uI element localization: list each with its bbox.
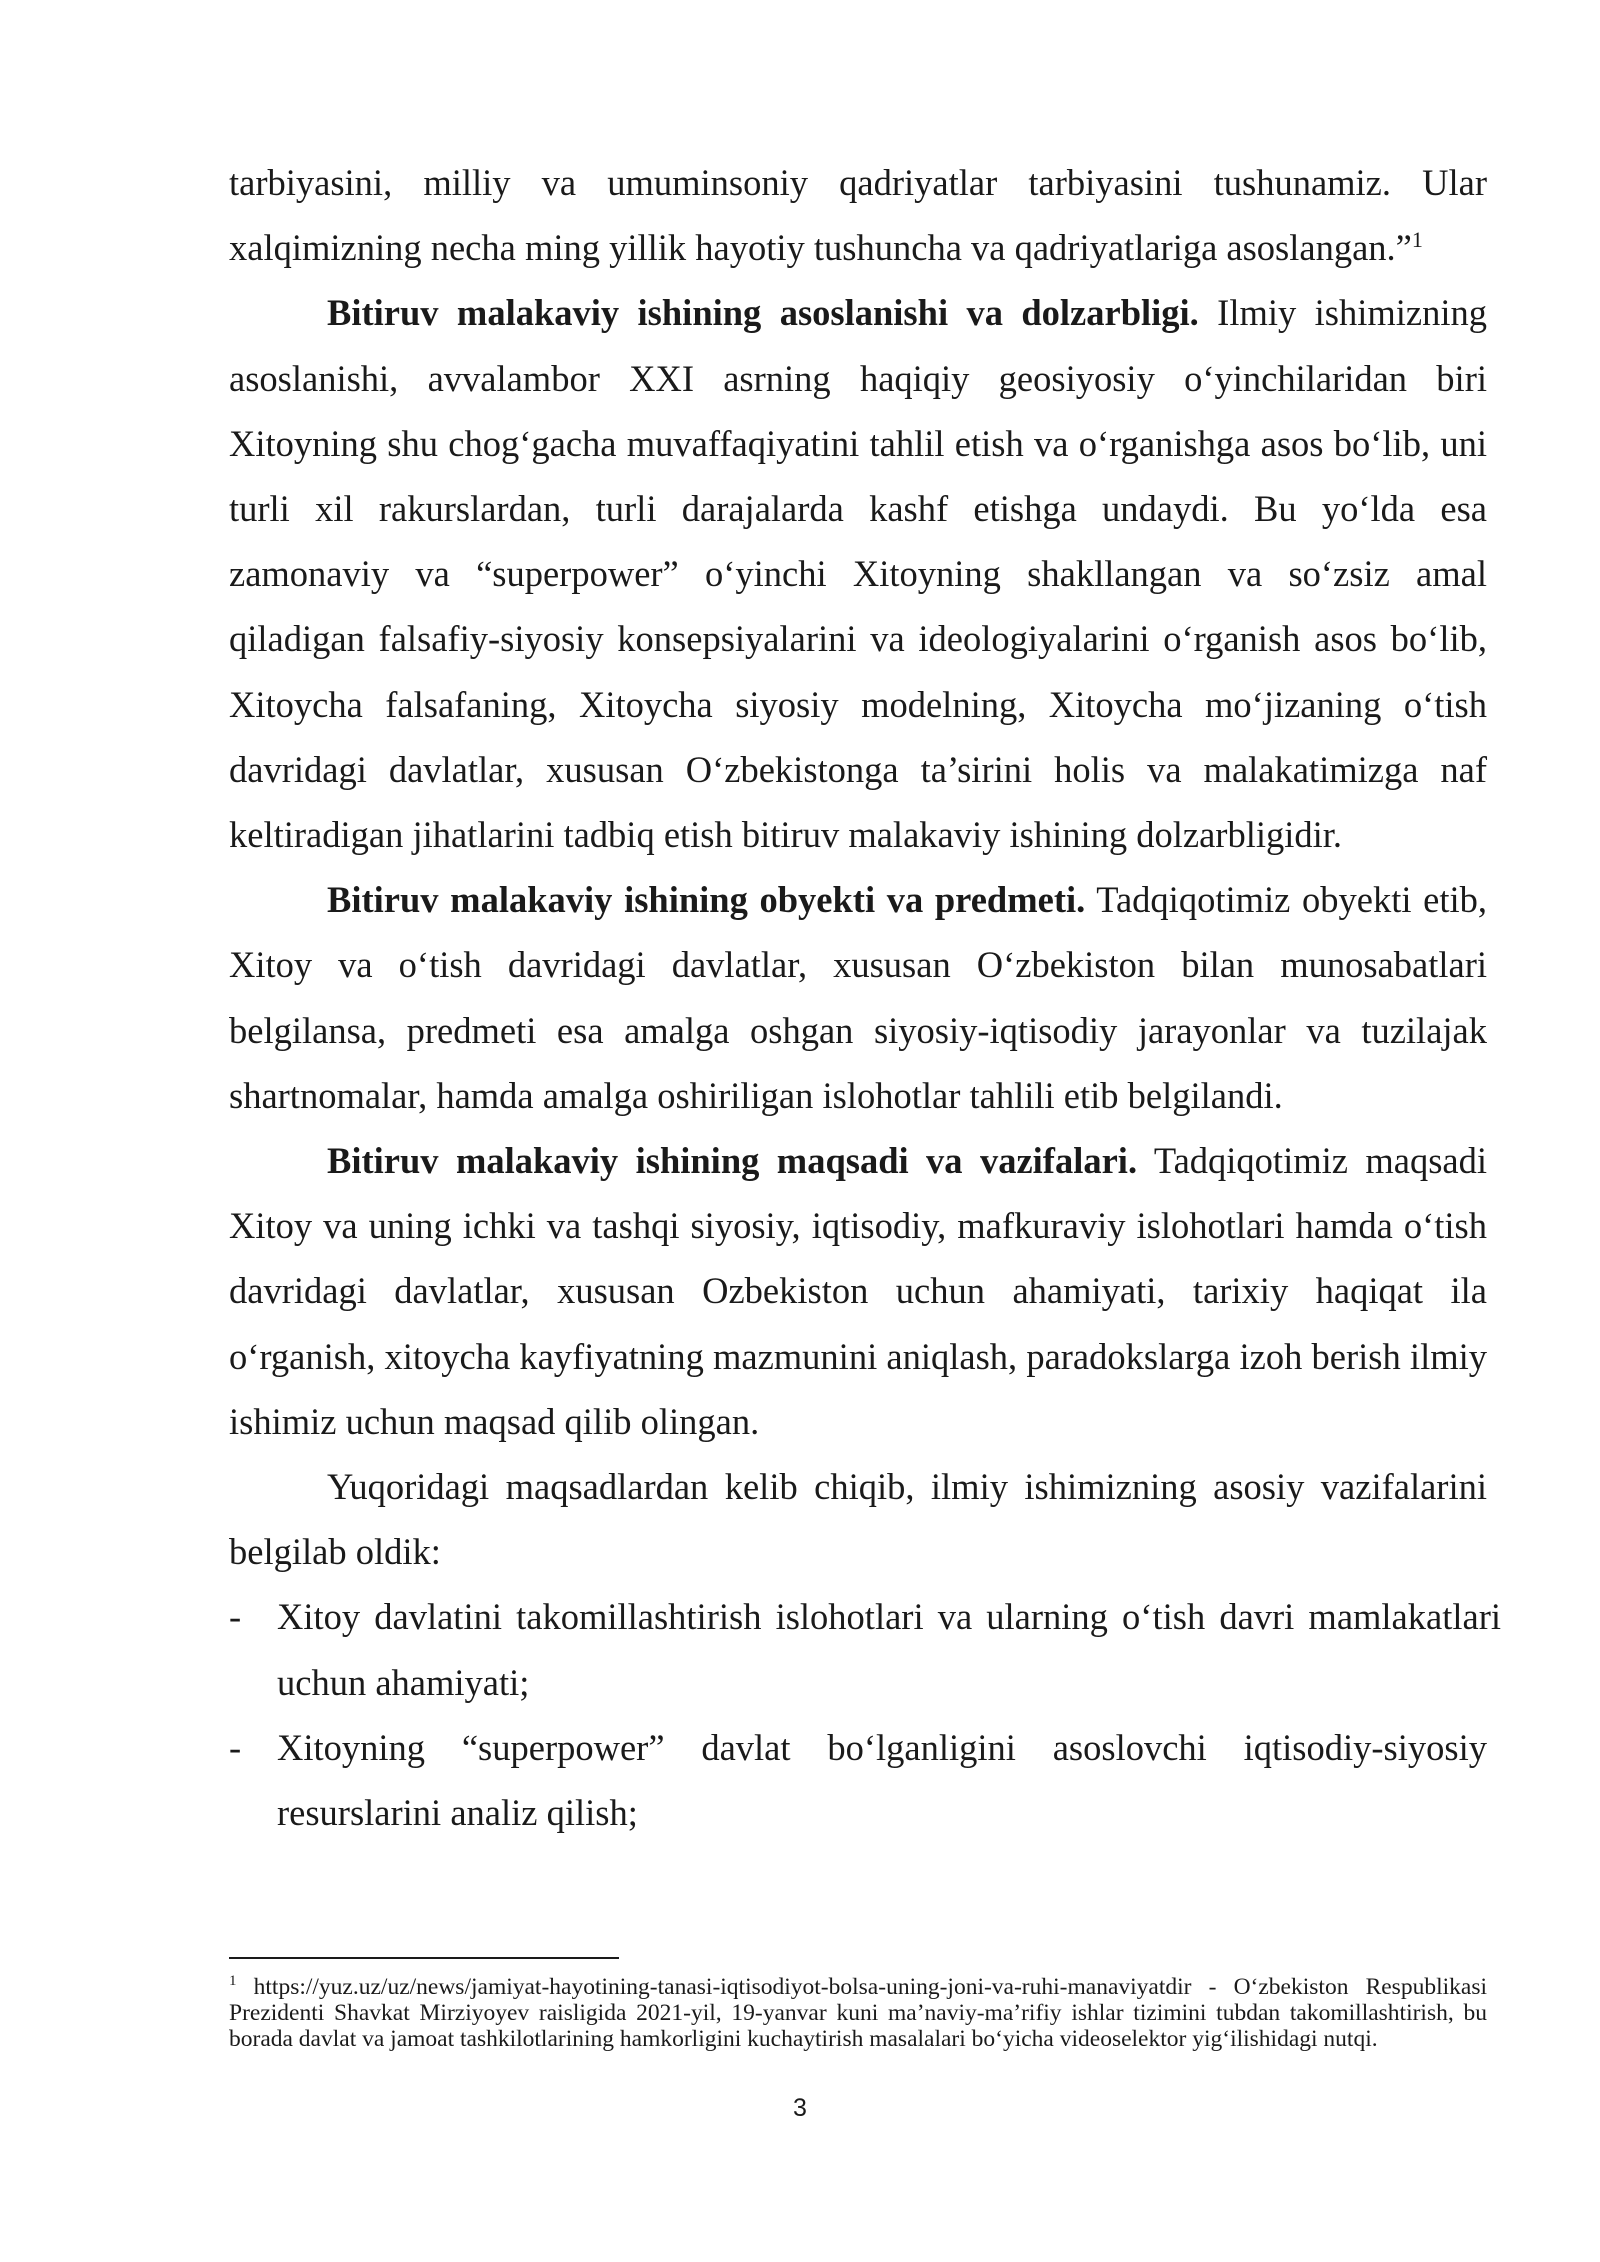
paragraph-goals-tasks <box>229 1128 1487 1454</box>
list-item-text: Xitoyning “superpower” davlat bo‘lganligini asoslovchi iqtisodiy-siyosiy resurslarini analiz qilish; <box>277 1726 1487 1834</box>
section-heading: Bitiruv malakaviy ishining asoslanishi va dolzarbligi. <box>327 292 1199 334</box>
paragraph-text: tarbiyasini, milliy va umuminsoniy qadriyatlar tarbiyasini tushunamiz. Ular xalqimizning necha ming yillik hayotiy tushuncha va qadriyatlariga asoslangan.” <box>229 162 1487 269</box>
document-body <box>229 150 1501 1845</box>
paragraph-tasks-intro <box>229 1454 1487 1584</box>
footnote <box>229 1974 1487 2052</box>
paragraph-text: Yuqoridagi maqsadlardan kelib chiqib, ilmiy ishimizning asosiy vazifalarini belgilab oldik: <box>229 1466 1487 1573</box>
list-dash: - <box>229 1596 242 1638</box>
list-item-text: Xitoy davlatini takomillashtirish islohotlari va ularning o‘tish davri mamlakatlari uchun ahamiyati; <box>277 1596 1501 1703</box>
page-number: 3 <box>793 2094 807 2122</box>
paragraph-object-subject <box>229 867 1487 1128</box>
list-item <box>229 1715 1487 1845</box>
paragraph-rationale <box>229 280 1487 867</box>
paragraph-text: Tadqiqotimiz obyekti etib, Xitoy va o‘tish davridagi davlatlar, xususan O‘zbekiston bilan munosabatlari belgilansa, predmeti esa amalga oshgan siyosiy-iqtisodiy jarayonlar va tuzilajak shartnomalar, hamda amalga oshiriligan islohotlar tahlili etib belgilandi. <box>229 879 1487 1116</box>
footnote-text: https://yuz.uz/uz/news/jamiyat-hayotining-tanasi-iqtisodiyot-bolsa-uning-joni-va-ruhi-manaviyatdir - O‘zbekiston Respublikasi Prezidenti Shavkat Mirziyoyev raisligida 2021-yil, 19-yanvar kuni ma’naviy-ma’rifiy ishlar tizimini tubdan takomillashtirish, bu borada davlat va jamoat tashkilotlarining hamkorligini kuchaytirish masalalari bo‘yicha videoselektor yig‘ilishidagi nutqi. <box>229 1974 1487 2052</box>
list-dash: - <box>229 1726 242 1768</box>
footnote-separator <box>229 1957 619 1959</box>
paragraph-text: Ilmiy ishimizning asoslanishi, avvalambor XXI asrning haqiqiy geosiyosiy o‘yinchilaridan biri Xitoyning shu chog‘gacha muvaffaqiyatini tahlil etish va o‘rganishga asos bo‘lib, uni turli xil rakurslardan, turli darajalarda kashf etishga undaydi. Bu yo‘lda esa zamonaviy va “superpower” o‘yinchi Xitoyning shakllangan va so‘zsiz amal qiladigan falsafiy-siyosiy konsepsiyalarini va ideologiyalarini o‘rganish asos bo‘lib, Xitoycha falsafaning, Xitoycha siyosiy modelning, Xitoycha mo‘jizaning o‘tish davridagi davlatlar, xususan O‘zbekistonga ta’sirini holis va malakatimizga naf keltiradigan jihatlarini tadbiq etish bitiruv malakaviy ishining dolzarbligidir. <box>229 292 1488 856</box>
footnote-marker: 1 <box>229 1973 237 1990</box>
section-heading: Bitiruv malakaviy ishining maqsadi va vazifalari. <box>327 1140 1138 1182</box>
list-item <box>229 1584 1501 1714</box>
paragraph-continuation <box>229 150 1487 280</box>
section-heading: Bitiruv malakaviy ishining obyekti va predmeti. <box>327 879 1086 921</box>
footnote-reference[interactable]: 1 <box>1411 227 1423 253</box>
paragraph-text: Tadqiqotimiz maqsadi Xitoy va uning ichki va tashqi siyosiy, iqtisodiy, mafkuraviy islohotlari hamda o‘tish davridagi davlatlar, xususan Ozbekiston uchun ahamiyati, tarixiy haqiqat ila o‘rganish, xitoycha kayfiyatning mazmunini aniqlash, paradokslarga izoh berish ilmiy ishimiz uchun maqsad qilib olingan. <box>229 1140 1487 1442</box>
